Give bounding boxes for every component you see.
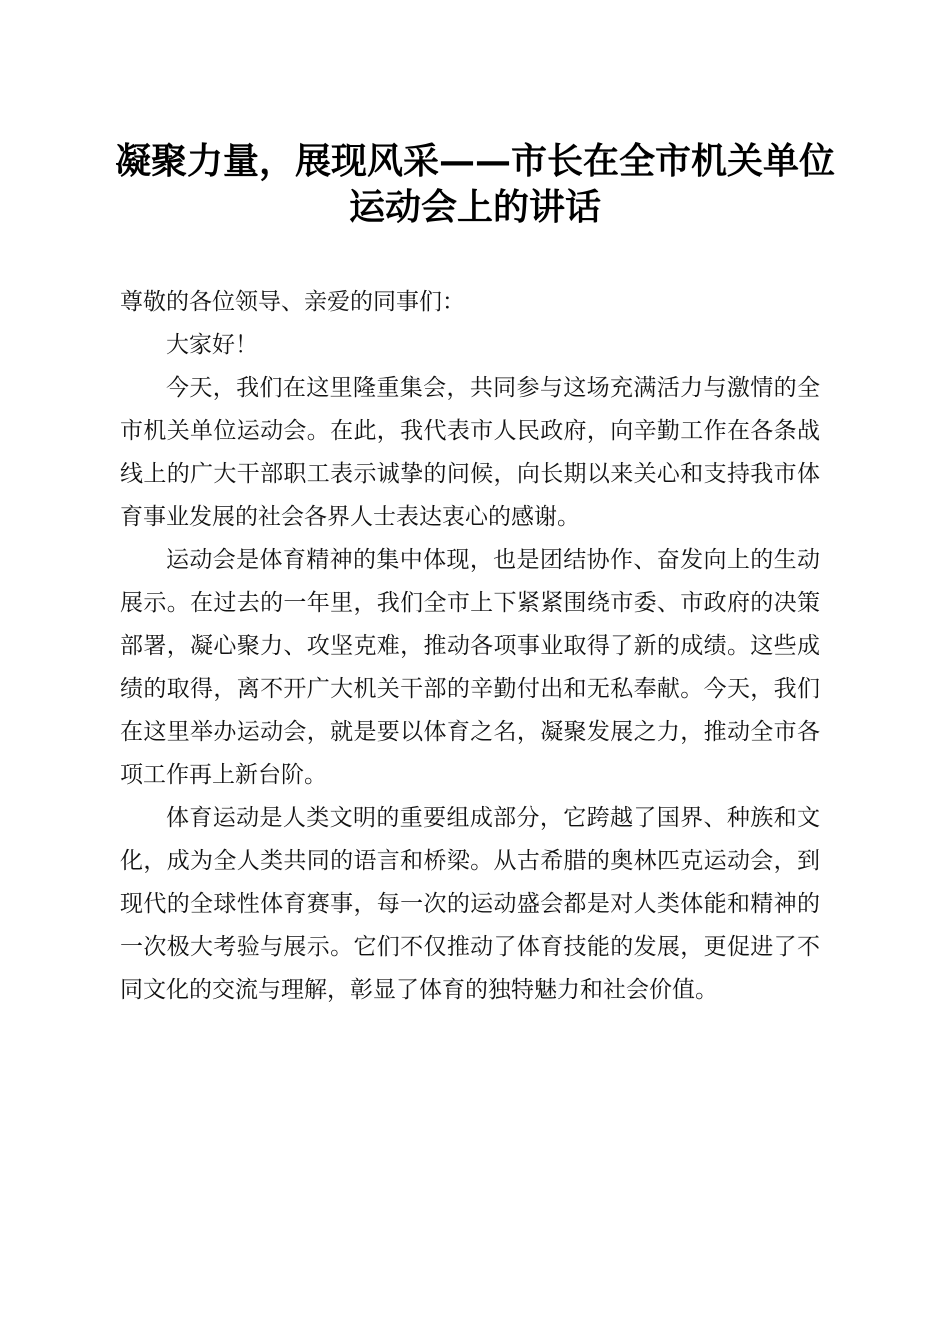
greeting: 大家好！ [166, 332, 258, 358]
paragraph-3: 体育运动是人类文明的重要组成部分，它跨越了国界、种族和文化，成为全人类共同的语言和桥梁。从古希腊的奥林匹克运动会，到现代的全球性体育赛事，每一次的运动盛会都是对人类体能和精神的一次极大考验与展示。它们不仅推动了体育技能的发展，更促进了不同文化的交流与理解，彰显了体育的独特魅力和社会价值。 [120, 805, 820, 1003]
document-body [120, 281, 820, 1012]
paragraph-1: 今天，我们在这里隆重集会，共同参与这场充满活力与激情的全市机关单位运动会。在此，我代表市人民政府，向辛勤工作在各条战线上的广大干部职工表示诚挚的问候，向长期以来关心和支持我市体育事业发展的社会各界人士表达衷心的感谢。 [120, 375, 820, 530]
paragraph-2: 运动会是体育精神的集中体现，也是团结协作、奋发向上的生动展示。在过去的一年里，我们全市上下紧紧围绕市委、市政府的决策部署，凝心聚力、攻坚克难，推动各项事业取得了新的成绩。这些成绩的取得，离不开广大机关干部的辛勤付出和无私奉献。今天，我们在这里举办运动会，就是要以体育之名，凝聚发展之力，推动全市各项工作再上新台阶。 [120, 547, 820, 788]
document-title: 凝聚力量，展现风采——市长在全市机关单位运动会上的讲话 [114, 140, 835, 228]
salutation: 尊敬的各位领导、亲爱的同事们： [120, 289, 465, 315]
